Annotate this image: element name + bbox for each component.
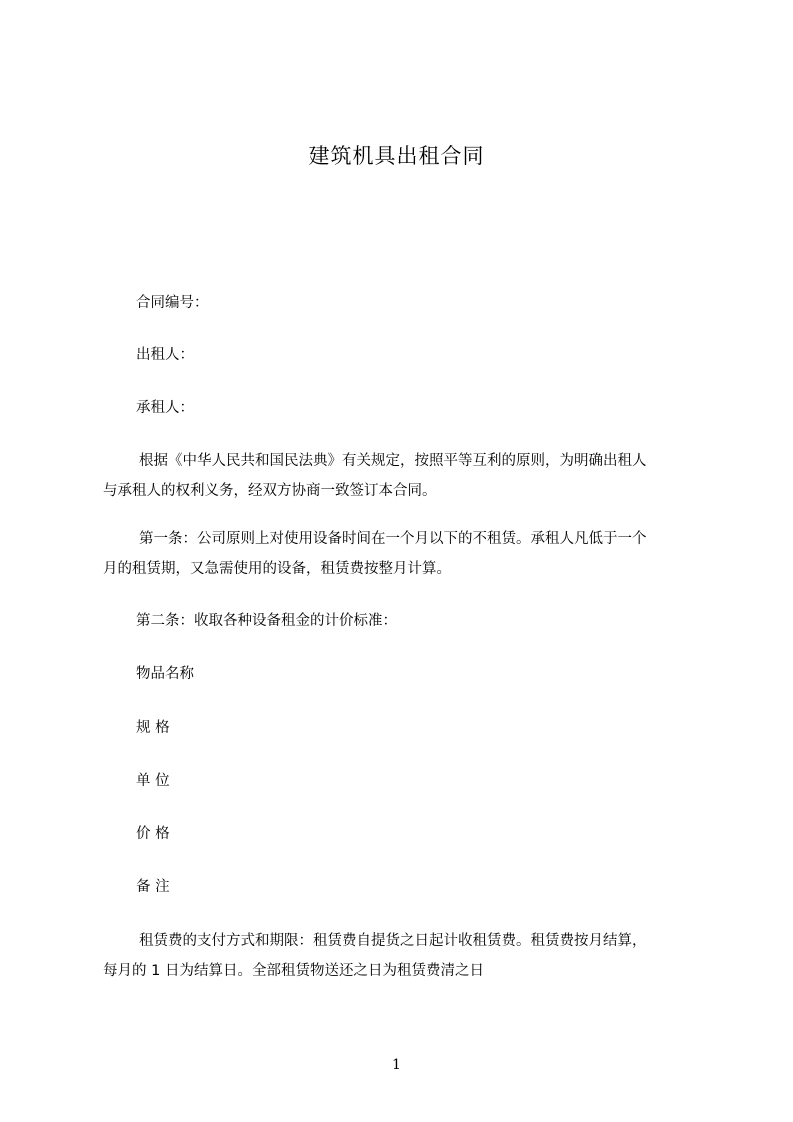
document-title: 建筑机具出租合同 <box>308 144 485 168</box>
article-1-line-1: 第一条：公司原则上对使用设备时间在一个月以下的不租赁。承租人凡低于一个 <box>139 531 647 547</box>
payment-line-2: 每月的 1 日为结算日。全部租赁物送还之日为租赁费清之日 <box>103 963 484 979</box>
column-item-name: 物品名称 <box>136 666 194 682</box>
payment-line-1: 租赁费的支付方式和期限：租赁费自提货之日起计收租赁费。租赁费按月结算， <box>139 933 647 949</box>
article-1-line-2: 月的租赁期，又急需使用的设备，租赁费按整月计算。 <box>103 561 451 577</box>
page-number: 1 <box>392 1057 401 1073</box>
contract-number-field: 合同编号： <box>136 295 209 311</box>
preamble-line-2: 与承租人的权利义务，经双方协商一致签订本合同。 <box>103 483 437 499</box>
article-1-paragraph <box>103 524 703 584</box>
lessor-field: 出租人： <box>136 347 194 363</box>
column-unit: 单 位 <box>136 773 170 789</box>
column-price: 价 格 <box>136 826 170 842</box>
preamble-paragraph <box>103 446 703 506</box>
payment-paragraph <box>103 926 703 986</box>
lessee-field: 承租人： <box>136 400 194 416</box>
article-2-heading: 第二条：收取各种设备租金的计价标准： <box>136 613 397 629</box>
preamble-line-1: 根据《中华人民共和国民法典》有关规定，按照平等互利的原则，为明确出租人 <box>139 453 647 469</box>
column-spec: 规 格 <box>136 720 170 736</box>
column-remarks: 备 注 <box>136 879 170 895</box>
